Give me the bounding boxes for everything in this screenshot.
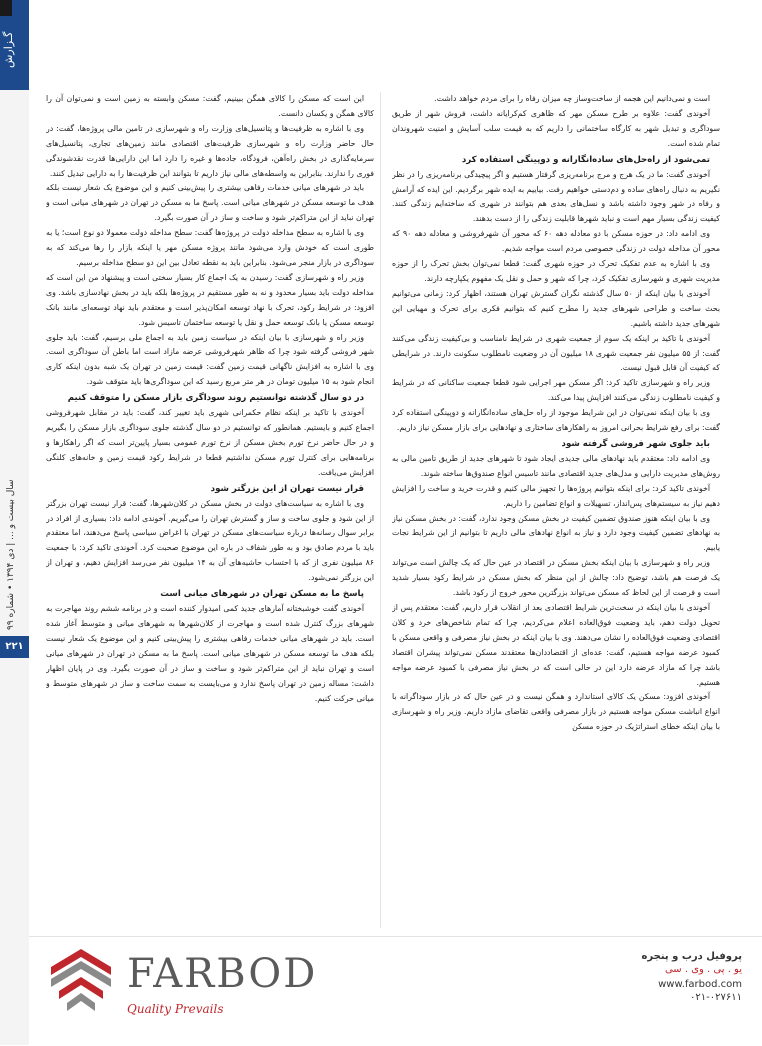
article-column-left: [46, 92, 374, 928]
article-paragraph: آخوندی افزود: مسکن یک کالای استاندارد و همگن نیست و در عین حال که در بازار سوداگرانه با انواع انباشت مسکن مواجه هستیم در بازار مصرفی واقعی تقاضای مازاد داریم. وزیر راه و شهرسازی با بیان اینکه خطای استراتژیک در حوزه مسکن: [392, 692, 720, 732]
article-paragraph: آخوندی گفت: ما در یک هرج و مرج برنامه‌ریزی گرفتار هستیم و اگر پیچیدگی برنامه‌ریزی را در نظر نگیریم به دنبال راه‌های ساده و دم‌دستی خواهیم رفت. بیاییم به ایده شهر برگردیم. این ایده که آرامش و رفاه در شهر وجود داشته باشد و نسل‌های بعدی هم بتوانند در شهری که ساخته‌ایم زندگی کنند. کیفیت زندگی بسیار مهم است و نباید شهرها قابلیت زندگی را از دست بدهند.: [392, 169, 720, 224]
article-paragraph: آخوندی با تاکید بر اینکه نظام حکمرانی شهری باید تغییر کند، گفت: باید در مقابل شهرفروشی اجماع کنیم و بایستیم. همانطور که توانستیم در دو سال گذشته جلوی سوداگری بازار مسکن را بگیریم و در حال حاضر نرخ تورم بخش مسکن از نرخ تورم عمومی بسیار پایین‌تر است که اگر راهکارها و برنامه‌هایی برای کنترل تورم مسکن نداشتیم قطعا در شرایط رکود قیمت زمین و خانه‌های کلنگی افزایش می‌یافت.: [46, 408, 374, 477]
article-paragraph: آخوندی گفت خوشبختانه آمارهای جدید کمی امیدوار کننده است و در برنامه ششم روند مهاجرت به شهرهای بزرگ کنترل شده است و مهاجرت از کلان‌شهرها به شهرهای میانی و متوسط آغاز شده است. باید در شهرهای میانی خدمات رفاهی بیشتری را پیش‌بینی کنیم و این موضوع یک شعار نیست بلکه هدف ما توسعه مسکن در شهرهای میانی است. پاسخ ما به مسکن در تهران در شهرهای میانی است و تهران نباید از این متراکم‌تر شود و ساخت و ساز در آن صورت بگیرد. وی در پایان اظهار داشت: مساله زمین در تهران پاسخ ندارد و می‌بایست به سمت ساخت و ساز در شهرهای متوسط و میانی حرکت کنیم.: [46, 604, 374, 703]
ad-phone: ۰۲۱-۰۲۷۶۱۱: [690, 992, 742, 1003]
article-paragraph: است و نمی‌دانیم این هجمه از ساخت‌وساز چه میزان رفاه را برای مردم خواهد داشت.: [434, 94, 710, 103]
article-paragraph: آخوندی تاکید کرد: برای اینکه بتوانیم پروژه‌ها را تجهیز مالی کنیم و قدرت خرید و ساخت را افزایش دهیم نیاز به سیستم‌های پس‌انداز، تسهیلات و انواع تضامین را داریم.: [392, 483, 720, 508]
ad-product-line: پروفیل درب و پنجره: [641, 951, 742, 962]
ad-tagline: Quality Prevails: [127, 1002, 224, 1016]
article-paragraph: وی با اشاره به ظرفیت‌ها و پتانسیل‌های وزارت راه و شهرسازی در تامین مالی پروژه‌ها، گفت: در حال حاضر وزارت راه و شهرسازی ظرفیت‌های اقتصادی مانند زمین‌های تجاری، پتانسیل‌های سرمایه‌گذاری در بخش راه‌آهن، فرودگاه، جاده‌ها و غیره را دارد اما این دارایی‌ها قدرت نقدشوندگی فوری را ندارند. بنابراین به واسطه‌های مالی نیاز داریم تا بتوانند این ظرفیت‌ها را به دارایی تبدیل کنند.: [46, 123, 374, 178]
article-subheading: قرار نیست تهران از این بزرگتر شود: [210, 483, 364, 494]
column-divider: [380, 92, 381, 928]
article-paragraph: وزیر راه و شهرسازی با بیان اینکه بخش مسکن در اقتصاد در عین حال که یک چالش است می‌تواند یک فرصت هم باشد، توضیح داد: چالش از این منظر که بخش مسکن در شرایط رکود بسیار شدید است و فرصت از این لحاظ که مسکن می‌تواند بزرگترین محور خروج از رکود باشد.: [392, 558, 720, 598]
article-paragraph: وی با اشاره به سطح مداخله دولت در پروژه‌ها گفت: سطح مداخله دولت معمولا دو نوع است؛ یا به طوری است که خودش وارد می‌شود مانند پروژه مسکن مهر یا اینکه بازار را رها می‌کند که به سوداگری در بازار منجر می‌شود. بنابراین باید به نقطه تعادل بین این دو سطح مداخله برسیم.: [46, 228, 374, 267]
article-paragraph: وی ادامه داد: در حوزه مسکن با دو معادله دهه ۶۰ که محور آن شهرفروشی و معادله دهه ۹۰ که محور آن مداخله دولت در زندگی خصوصی مردم است مواجه شدیم.: [392, 229, 720, 254]
article-paragraph: باید در شهرهای میانی خدمات رفاهی بیشتری را پیش‌بینی کنیم و این موضوع یک شعار نیست بلکه هدف ما توسعه مسکن در شهرهای میانی است. پاسخ ما به مسکن در تهران در شهرهای میانی است و تهران نباید از این متراکم‌تر شود و ساخت و ساز در آن صورت بگیرد.: [46, 183, 374, 223]
ad-url[interactable]: www.farbod.com: [658, 979, 742, 990]
article-subheading: در دو سال گذشته توانستیم روند سوداگری بازار مسکن را متوقف کنیم: [67, 393, 364, 404]
article-paragraph: آخوندی با تاکید بر اینکه یک سوم از جمعیت شهری در شرایط نامناسب و بی‌کیفیت زندگی می‌کنند گفت: از ۵۵ میلیون نفر جمعیت شهری ۱۸ میلیون آن در وضعیت نامطلوب سکونت دارند. در شرایطی که کیفیت آن قابل قبول نیست.: [392, 333, 720, 373]
article-paragraph: وزیر راه و شهرسازی گفت: رسیدن به یک اجماع کار بسیار سختی است و پیشنهاد من این است که مداخله دولت باید بسیار محدود و نه به طور مستقیم در پروژه‌ها بلکه باید در بخش نهادسازی باشد. وی افزود: در شرایط رکود، تحرک با نهاد توسعه امکان‌پذیر است و معتقدم باید نهاد توسعه‌ای مانند بانک توسعه مسکن یا بانک توسعه حمل و نقل یا توسعه ساختمان تاسیس شود.: [46, 272, 374, 327]
magazine-issue-info: سال بیست و ... | دی ۱۳۹۴ • شماره ۹۹: [6, 479, 16, 630]
article-paragraph: آخوندی با بیان اینکه از ۵۰ سال گذشته نگران گسترش تهران هستند، اظهار کرد: زمانی می‌توانیم بحث ساخت و طراحی شهرهای جدید را مطرح کنیم که بتوانیم فکری برای تحرک و مهیایی این شهرهای جدید داشته باشیم.: [392, 288, 720, 328]
section-tab: [0, 0, 29, 90]
section-tab-corner: [0, 0, 12, 16]
article-paragraph: وی با بیان اینکه هنوز صندوق تضمین کیفیت در بخش مسکن وجود ندارد، گفت: در بخش مسکن نیاز به نهادهای تضمین کیفیت وجود دارد و نیاز به انواع نهادهای مالی داریم تا بتوانیم از این شرایط نجات یابیم.: [392, 513, 720, 553]
article-subheading: تمی‌شود از راه‌حل‌های ساده‌انگارانه و دوپینگی استفاده کرد: [461, 154, 710, 165]
advertisement-banner[interactable]: [29, 936, 762, 1046]
article-paragraph: وی با اشاره به سیاست‌های دولت در بخش مسکن در کلان‌شهرها، گفت: قرار نیست تهران بزرگتر از این شود و جلوی ساخت و ساز و گسترش تهران را می‌گیریم. آخوندی ادامه داد: بسیاری از افراد در برابر سوال رسانه‌ها درباره سیاست‌های مسکن در تهران با اغراض سیاسی پاسخ می‌دهند، اما معتقدم باید با مردم صادق بود و به طور شفاف در باره این موضوع صحبت کرد. آخوندی تاکید کرد: با جمعیت ۸۶ میلیون نفری از که با احتساب حاشیه‌های آن به ۱۴ میلیون نفر می‌رسد افزایش دهیم، و تهران از این بزرگتر نمی‌شود.: [46, 498, 374, 583]
article-paragraph: وزیر راه و شهرسازی با بیان اینکه در سیاست زمین باید به اجماع ملی برسیم، گفت: باید جلوی شهر فروشی گرفته شود چرا که ظاهر شهرفروشی عرضه مازاد است اما باطن آن سوداگری است. وی با اشاره به افزایش ناگهانی قیمت زمین گفت: قیمت زمین در تهران یک شبه بدون اینکه کاری انجام شود به ۱۵ میلیون تومان در هر متر مربع رسید که این سوداگری‌ها باید متوقف شود.: [46, 332, 374, 387]
ad-product-type: یو . پی . وی . سی: [664, 964, 742, 975]
farbod-logo-icon: [45, 945, 117, 1017]
article-paragraph: وزیر راه و شهرسازی تاکید کرد: اگر مسکن مهر اجرایی شود قطعا جمعیت ساکنانی که در شرایط و کیفیت نامطلوب زندگی می‌کنند افزایش پیدا می‌کند.: [392, 378, 720, 403]
article-paragraph: وی با اشاره به عدم تفکیک تحرک در حوزه شهری گفت: قطعا نمی‌توان بخش تحرک را از حوزه مدیریت شهری و شهرسازی تفکیک کرد، چرا که شهر و حمل و نقل یک مفهوم یکپارچه دارند.: [392, 259, 720, 283]
article-column-right: [392, 92, 720, 928]
article-paragraph: آخوندی گفت: علاوه بر طرح مسکن مهر که ظاهری کم‌کرایانه داشت، فروش شهر از طریق سوداگری و تبدیل شهر به کارگاه ساختمانی را داریم که به قیمت سلب آسایش و امنیت شهروندان تمام شده است.: [392, 108, 720, 148]
ad-brand: FARBOD: [127, 951, 318, 997]
article-paragraph: آخوندی با بیان اینکه در سخت‌ترین شرایط اقتصادی بعد از انقلاب قرار داریم، گفت: معتقدم پس از تحویل دولت دهم، باید وضعیت فوق‌العاده اعلام می‌کردیم، چرا که تمام شاخص‌های خرد و کلان اقتصادی وضعیت فوق‌العاده را نشان می‌دهند. وی با بیان اینکه در بخش نیاز مصرفی و واقعی مسکن با کمبود عرضه مواجه هستیم، گفت: عده‌ای از اقتصاددان‌ها معتقدند مسکن نمی‌تواند پیشران اقتصاد باشد چرا که مازاد عرضه دارد این در حالی است که در بخش نیاز مصرفی با کمبود عرضه مواجه هستیم.: [392, 603, 720, 687]
article-paragraph: این است که مسکن را کالای همگن ببینیم، گفت: مسکن وابسته به زمین است و نمی‌توان آن را کالای همگن و یکسان دانست.: [46, 94, 374, 118]
article-subheading: پاسخ ما به مسکن تهران در شهرهای میانی است: [160, 589, 364, 600]
ad-contact: [612, 951, 742, 1003]
article-paragraph: وی ادامه داد: معتقدم باید نهادهای مالی جدیدی ایجاد شود تا شهرهای جدید از طریق تامین مالی به روش‌های مدیریت دارایی و مدل‌های جدید اقتصادی مانند تاسیس انواع صندوق‌ها ساخته شوند.: [392, 453, 720, 478]
article-subheading: باید جلوی شهر فروشی گرفته شود: [561, 438, 710, 449]
article-paragraph: وی با بیان اینکه نمی‌توان در این شرایط موجود از راه حل‌های ساده‌انگارانه و دوپینگی استفاده کرد گفت: برای رفع شرایط بحرانی امروز به راهکارهای ساختاری و نهادهایی برای بازار مسکن نیاز داریم.: [392, 408, 720, 433]
section-label: گـزارش: [2, 31, 15, 69]
page-number: ۲۲۱: [0, 636, 29, 658]
